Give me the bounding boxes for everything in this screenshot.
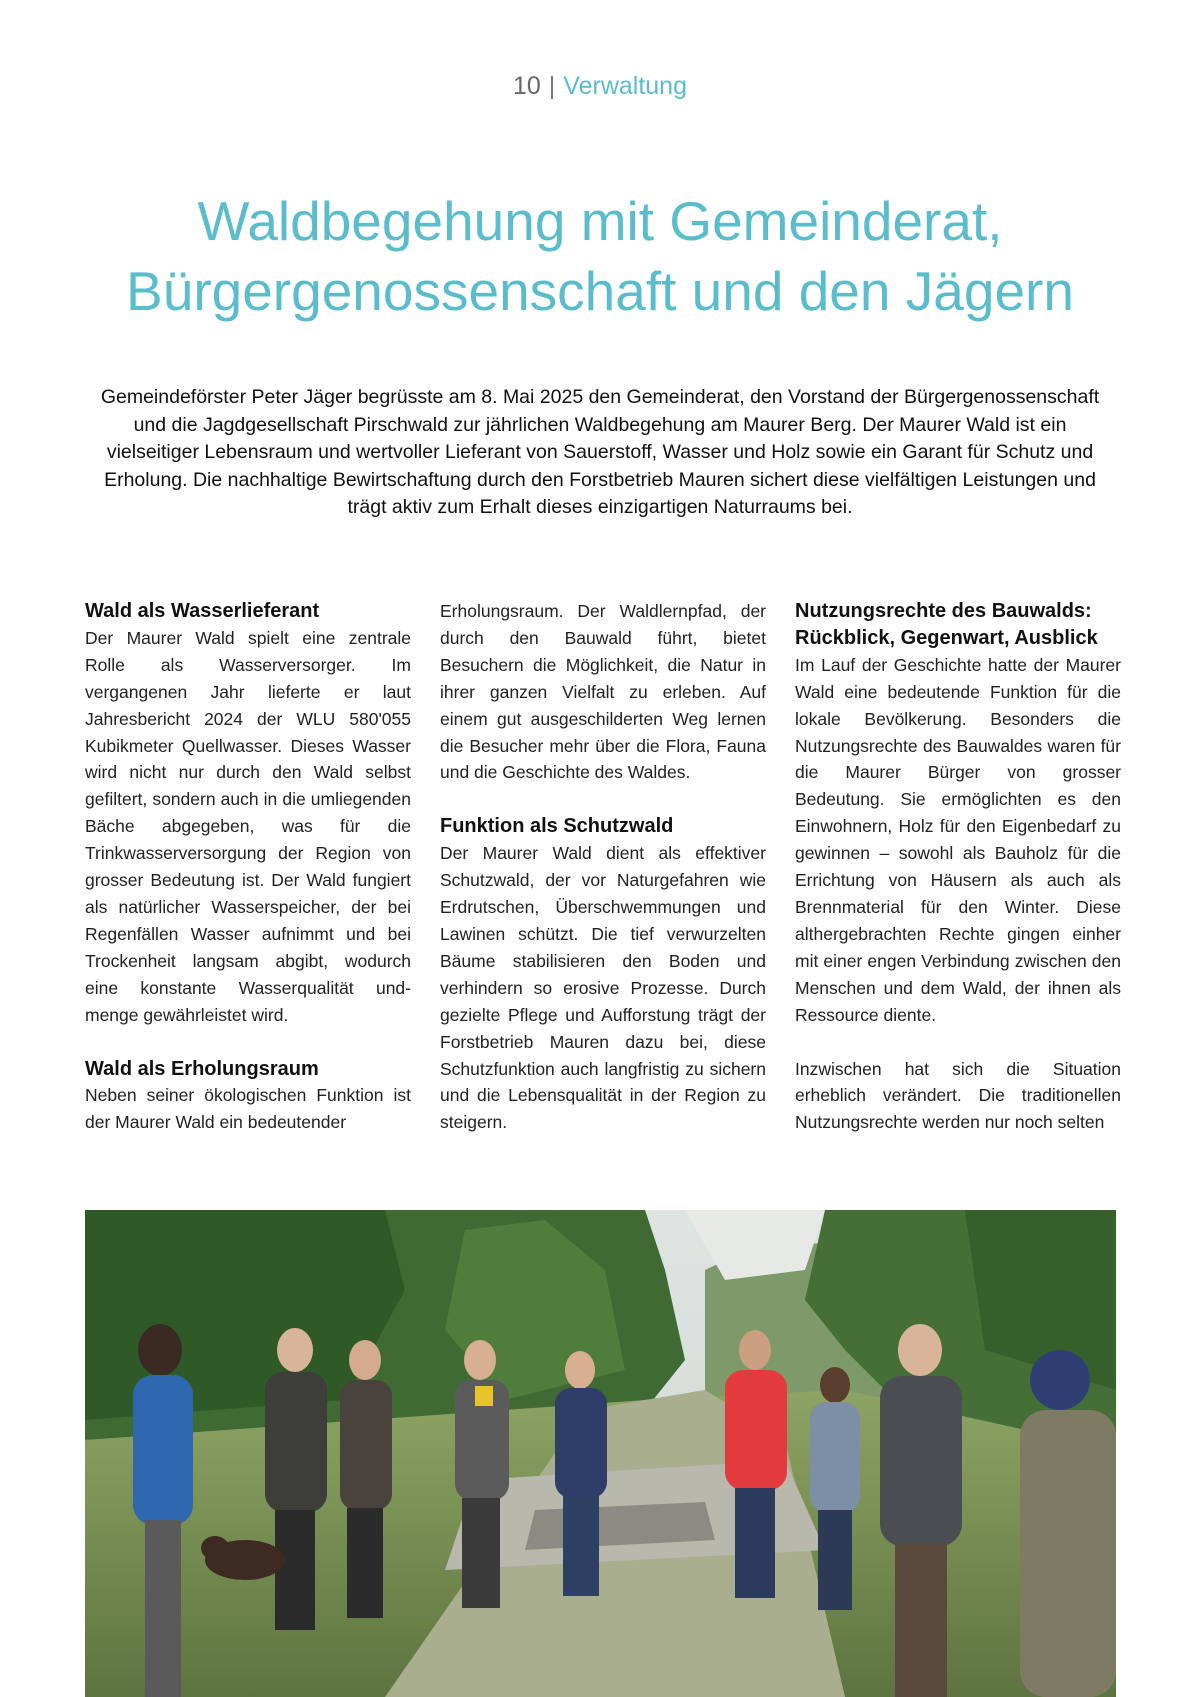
page-number: 10 [512,72,541,100]
page-header [0,72,1200,101]
text-schutzwald: Der Maurer Wald dient als effektiver Schutzwald, der vor Naturgefahren wie Erdrutschen, Überschwemmungen und Lawinen schützt. Die tief verwurzelten Bäume stabilisieren den Boden und verhindern so erosive Prozesse. Durch gezielte Pflege und Aufforstung trägt der Forstbetrieb Mauren dazu bei, diese Schutzfunktion auch langfristig zu sichern und die Lebensqualität in der Region zu steigern. [440,843,766,1133]
title-line-1: Waldbegehung mit Gemeinderat, [197,190,1003,252]
heading-wasserlieferant: Wald als Wasserlieferant [85,600,320,622]
heading-schutzwald: Funktion als Schutzwald [440,815,674,838]
text-wasserlieferant: Der Maurer Wald spielt eine zentrale Rolle als Wasserversorger. Im vergangenen Jahr lieferte er laut Jahresbericht 2024 der WLU 580'055 Kubikmeter Quellwasser. Dieses Wasser wird nicht nur durch den Wald selbst gefiltert, sondern auch in die umliegenden Bäche abgegeben, was für die Trinkwasserversorgung der Region von grosser Bedeutung ist. Der Wald fungiert als natürlicher Wasserspeicher, der bei Regenfällen Wasser aufnimmt und bei Trockenheit langsam abgibt, wodurch eine konstante Wasserqualität und-menge gewährleistet wird. [85,627,411,1025]
text-nutzungsrechte-2: Inzwischen hat sich die Situation erheblich verändert. Die traditionellen Nutzungsrechte werden nur noch selten [795,1058,1121,1133]
column-3 [795,598,1121,1136]
column-1 [85,598,411,1136]
article-photo [85,1210,1116,1697]
title-line-2: Bürgergenossenschaft und den Jägern [126,260,1074,322]
column-2 [440,598,766,1136]
heading-nutzungsrechte-line2: Rückblick, Gegenwart, Ausblick [795,626,1098,649]
section-name: Verwaltung [563,72,687,100]
article-lead: Gemeindeförster Peter Jäger begrüsste am 8. Mai 2025 den Gemeinderat, den Vorstand der Bürgergenossenschaft und die Jagdgesellschaft Pirschwald zur jährlichen Waldbegehung am Maurer Berg. Der Maurer Wald ist ein vielseitiger Lebensraum und wertvoller Lieferant von Sauerstoff, Wasser und Holz sowie ein Garant für Schutz und Erholung. Die nachhaltige Bewirtschaftung durch den Forstbetrieb Mauren sichert diese vielfältigen Leistungen und trägt aktiv zum Erhalt dieses einzigartigen Naturraums bei. [100,386,1100,518]
text-erholungsraum-part1: Neben seiner ökologischen Funktion ist der Maurer Wald ein bedeutender [85,1085,411,1133]
text-nutzungsrechte-1: Im Lauf der Geschichte hatte der Maurer Wald eine bedeutende Funktion für die lokale Bevölkerung. Besonders die Nutzungsrechte des Bauwaldes waren für die Maurer Bürger von grosser Bedeutung. Sie ermöglichten es den Einwohnern, Holz für den Eigenbedarf zu gewinnen – sowohl als Bauholz für die Errichtung von Häusern als auch als Brennmaterial für den Winter. Diese althergebrachten Rechte gingen einher mit einer engen Verbindung zwischen den Menschen und dem Wald, der ihnen als Ressource diente. [795,654,1121,1025]
article-title [0,186,1200,326]
heading-nutzungsrechte-line1: Nutzungsrechte des Bauwalds: [795,600,1092,622]
heading-erholungsraum: Wald als Erholungsraum [85,1057,319,1080]
text-erholungsraum-part2: Erholungsraum. Der Waldlernpfad, der durch den Bauwald führt, bietet Besuchern die Möglichkeit, die Natur in ihrer ganzen Vielfalt zu erleben. Auf einem gut ausgeschilderten Weg lernen die Besucher mehr über die Flora, Fauna und die Geschichte des Waldes. [440,601,766,783]
header-separator: | [548,72,556,100]
forest-group-photo [85,1210,1116,1697]
